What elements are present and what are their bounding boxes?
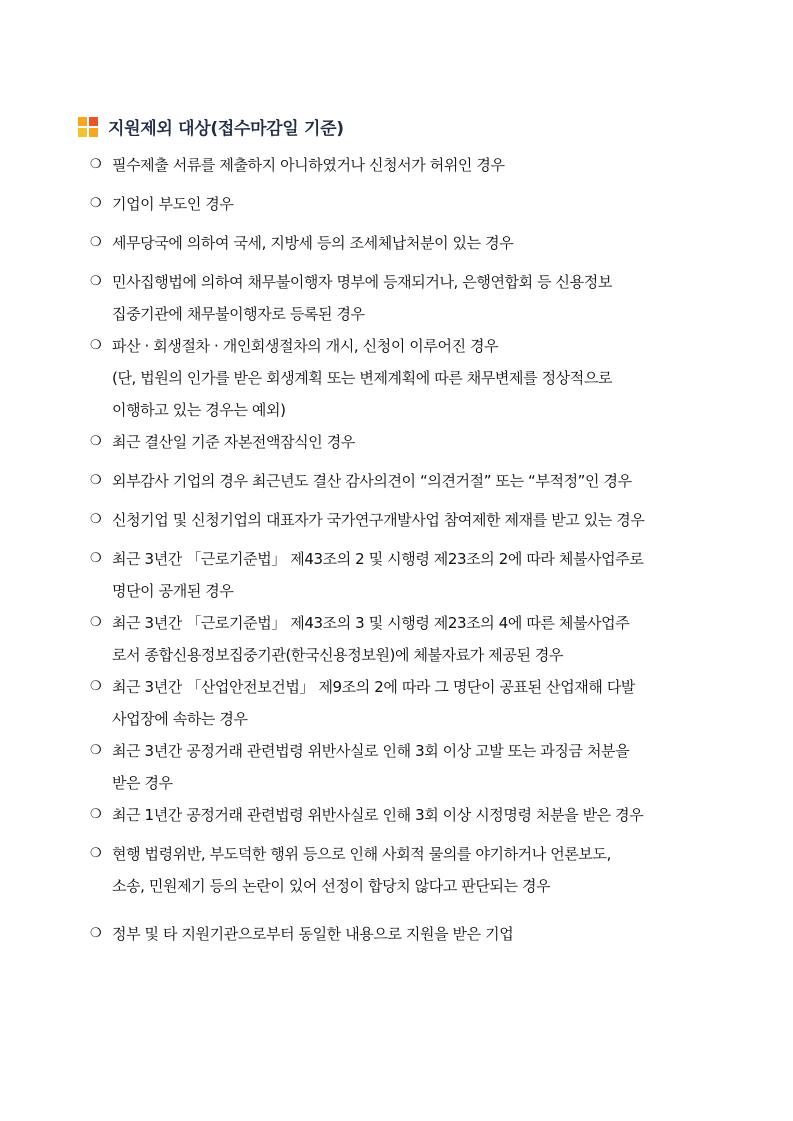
circle-bullet-icon: ❍ — [90, 551, 102, 566]
circle-bullet-icon: ❍ — [90, 926, 102, 941]
section-header — [78, 114, 344, 139]
item-text: 최근 결산일 기준 자본전액잠식인 경우 — [112, 433, 355, 451]
item-text: 신청기업 및 신청기업의 대표자가 국가연구개발사업 참여제한 제재를 받고 있는 경우 — [112, 511, 645, 529]
list-item — [90, 227, 730, 259]
list-item — [90, 426, 730, 458]
item-text: 최근 1년간 공정거래 관련법령 위반사실로 인해 3회 이상 시정명령 처분을 받은 경우 — [112, 806, 644, 824]
circle-bullet-icon: ❍ — [90, 615, 102, 630]
item-text: 정부 및 타 지원기관으로부터 동일한 내용으로 지원을 받은 기업 — [112, 925, 514, 943]
icon-square — [78, 117, 87, 126]
item-text-continued: 로서 종합신용정보집중기관(한국신용정보원)에 체불자료가 제공된 경우 — [112, 646, 564, 664]
list-item — [90, 330, 730, 426]
circle-bullet-icon: ❍ — [90, 434, 102, 449]
item-text: 세무당국에 의하여 국세, 지방세 등의 조세체납처분이 있는 경우 — [112, 234, 514, 252]
list-item — [90, 671, 730, 735]
item-text: 최근 3년간 「근로기준법」 제43조의 2 및 시행령 제23조의 2에 따라 체불사업주로 — [112, 550, 644, 568]
list-item — [90, 149, 730, 181]
list-item — [90, 504, 730, 536]
list-item — [90, 465, 730, 497]
icon-square — [78, 128, 87, 137]
list-item — [90, 188, 730, 220]
section-title: 지원제외 대상(접수마감일 기준) — [108, 119, 344, 139]
item-text: 최근 3년간 「산업안전보건법」 제9조의 2에 따라 그 명단이 공표된 산업재해 다발 — [112, 678, 636, 696]
circle-bullet-icon: ❍ — [90, 473, 102, 488]
item-text: 민사집행법에 의하여 채무불이행자 명부에 등재되거나, 은행연합회 등 신용정보 — [112, 273, 612, 291]
item-text: 최근 3년간 공정거래 관련법령 위반사실로 인해 3회 이상 고발 또는 과징금 처분을 — [112, 742, 630, 760]
list-item — [90, 607, 730, 671]
circle-bullet-icon: ❍ — [90, 157, 102, 172]
circle-bullet-icon: ❍ — [90, 743, 102, 758]
item-text: 파산 · 회생절차 · 개인회생절차의 개시, 신청이 이루어진 경우 — [112, 337, 499, 355]
item-text: 최근 3년간 「근로기준법」 제43조의 3 및 시행령 제23조의 4에 따른 체불사업주 — [112, 614, 630, 632]
item-text-continued: 집중기관에 채무불이행자로 등록된 경우 — [112, 305, 365, 323]
circle-bullet-icon: ❍ — [90, 846, 102, 861]
circle-bullet-icon: ❍ — [90, 679, 102, 694]
icon-square — [89, 128, 98, 137]
circle-bullet-icon: ❍ — [90, 512, 102, 527]
list-item — [90, 543, 730, 607]
item-text-continued: 받은 경우 — [112, 774, 173, 792]
circle-bullet-icon: ❍ — [90, 338, 102, 353]
item-text-continued: 명단이 공개된 경우 — [112, 582, 234, 600]
square-grid-icon — [78, 117, 98, 137]
item-text: 외부감사 기업의 경우 최근년도 결산 감사의견이 “의견거절” 또는 “부적정”인 경우 — [112, 472, 632, 490]
circle-bullet-icon: ❍ — [90, 807, 102, 822]
item-text-continued: (단, 법원의 인가를 받은 회생계획 또는 변제계획에 따른 채무변제를 정상적으로 — [112, 369, 613, 387]
circle-bullet-icon: ❍ — [90, 235, 102, 250]
list-item — [90, 918, 730, 950]
item-text-continued: 이행하고 있는 경우는 예외) — [112, 401, 286, 419]
list-item — [90, 838, 730, 902]
list-item — [90, 266, 730, 330]
circle-bullet-icon: ❍ — [90, 196, 102, 211]
list-item — [90, 799, 730, 831]
list-item — [90, 735, 730, 799]
item-text: 필수제출 서류를 제출하지 아니하였거나 신청서가 허위인 경우 — [112, 156, 505, 174]
item-text-continued: 사업장에 속하는 경우 — [112, 710, 248, 728]
icon-square — [89, 117, 98, 126]
item-text: 현행 법령위반, 부도덕한 행위 등으로 인해 사회적 물의를 야기하거나 언론보도, — [112, 845, 611, 863]
circle-bullet-icon: ❍ — [90, 274, 102, 289]
item-text: 기업이 부도인 경우 — [112, 195, 234, 213]
item-text-continued: 소송, 민원제기 등의 논란이 있어 선정이 합당치 않다고 판단되는 경우 — [112, 877, 551, 895]
